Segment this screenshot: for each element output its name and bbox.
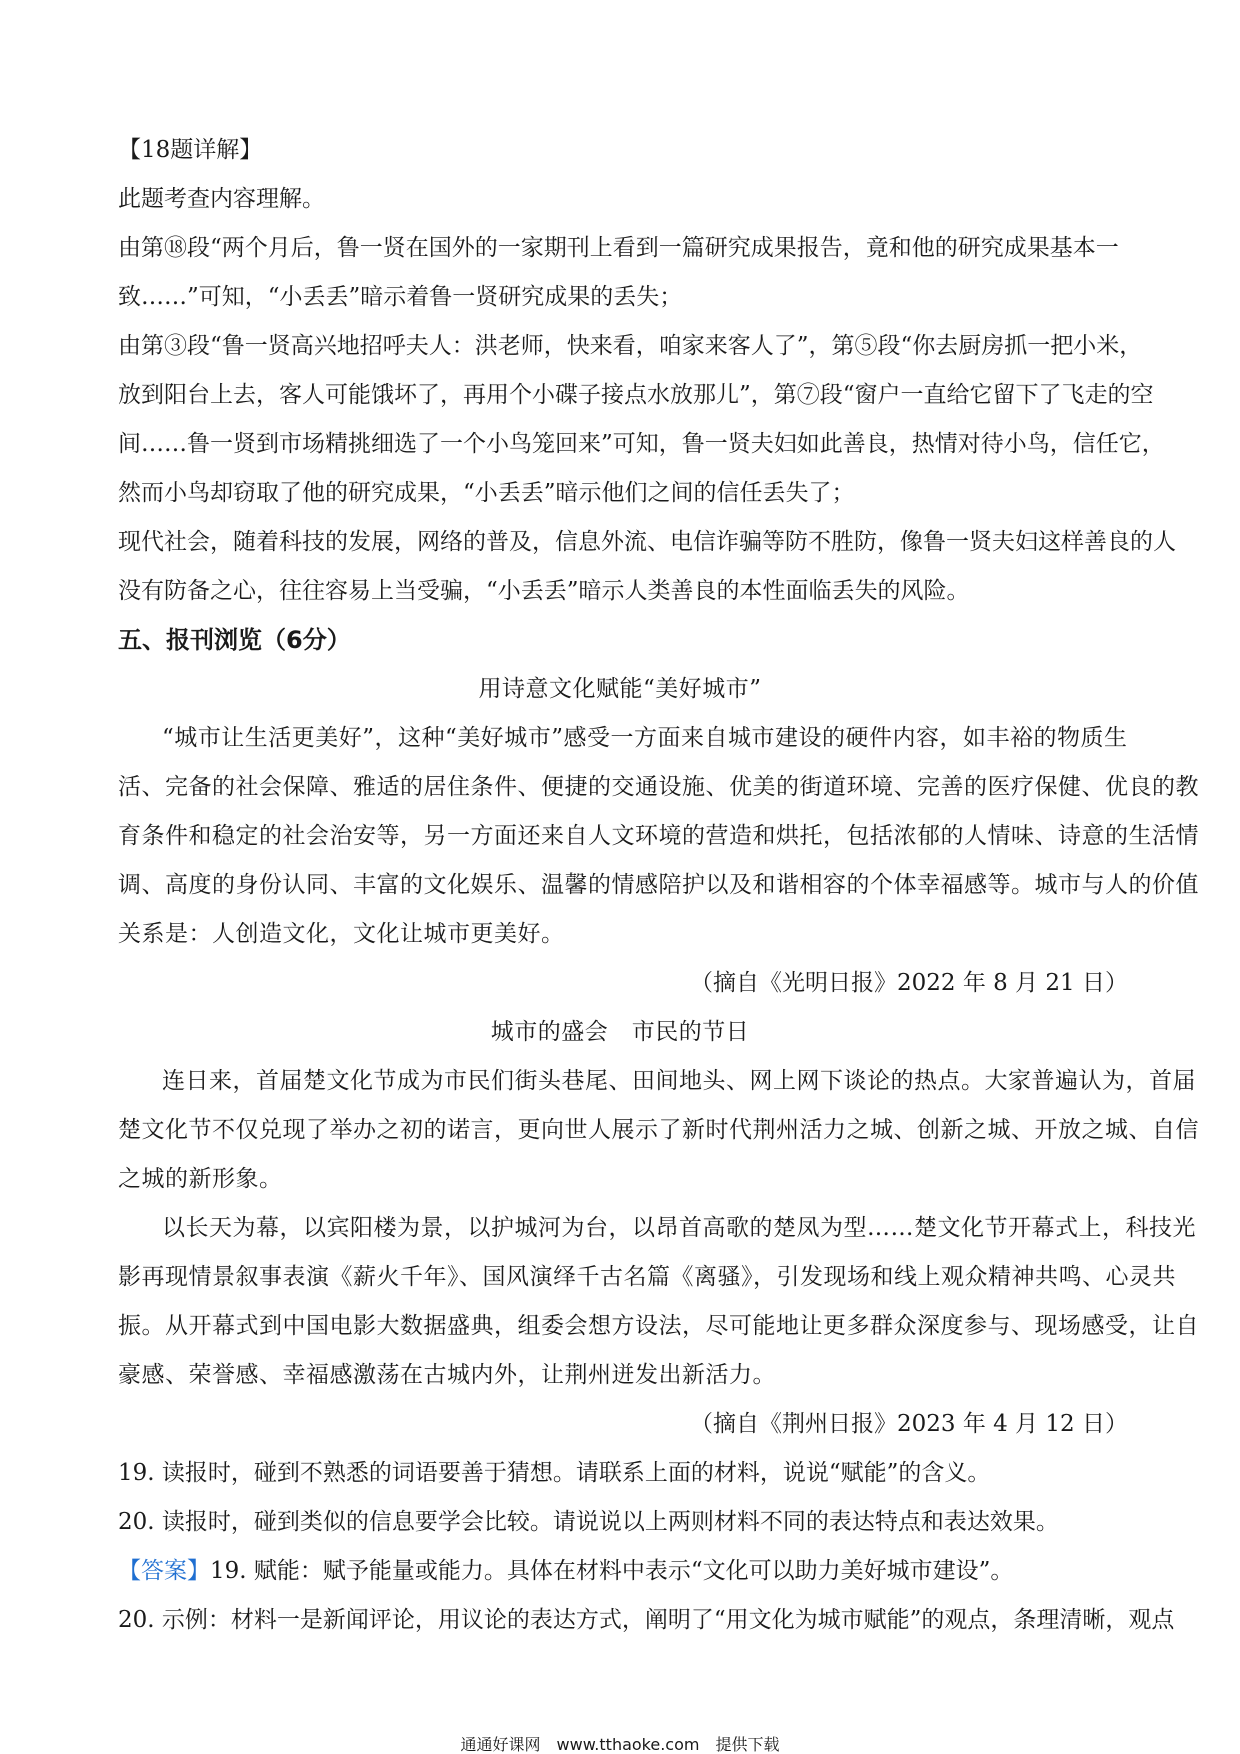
article2-title: 城市的盛会 市民的节日: [490, 1019, 750, 1045]
explanation-line: 放到阳台上去，客人可能饿坏了，再用个小碟子接点水放那儿”，第⑦段“窗户一直给它留下了飞走的空: [118, 382, 1154, 408]
article1-source: （摘自《光明日报》2022 年 8 月 21 日）: [690, 970, 1128, 996]
explanation-line: 致……”可知，“小丢丢”暗示着鲁一贤研究成果的丢失；: [118, 284, 683, 310]
answer-line-20: 20. 示例：材料一是新闻评论，用议论的表达方式，阐明了“用文化为城市赋能”的观点，条理清晰，观点: [118, 1607, 1175, 1633]
explanation-line: 现代社会，随着科技的发展，网络的普及，信息外流、电信诈骗等防不胜防，像鲁一贤夫妇这样善良的人: [118, 529, 1176, 555]
article1-line: 活、完备的社会保障、雅适的居住条件、便捷的交通设施、优美的街道环境、完善的医疗保健、优良的教: [118, 774, 1199, 800]
answer-line-19: [118, 1556, 1013, 1586]
article2-line: 之城的新形象。: [118, 1166, 283, 1192]
explanation-line: 由第⑱段“两个月后，鲁一贤在国外的一家期刊上看到一篇研究成果报告，竟和他的研究成果基本一: [118, 235, 1119, 261]
question-19: 19. 读报时，碰到不熟悉的词语要善于猜想。请联系上面的材料，说说“赋能”的含义。: [118, 1460, 991, 1486]
explanation-line: 没有防备之心，往往容易上当受骗，“小丢丢”暗示人类善良的本性面临丢失的风险。: [118, 578, 970, 604]
article1-line: 育条件和稳定的社会治安等，另一方面还来自人文环境的营造和烘托，包括浓郁的人情味、诗意的生活情: [118, 823, 1199, 849]
article1-line: “城市让生活更美好”，这种“美好城市”感受一方面来自城市建设的硬件内容，如丰裕的物质生: [162, 725, 1128, 751]
section-heading: 五、报刊浏览（6分）: [118, 626, 351, 654]
explanation-line: 间……鲁一贤到市场精挑细选了一个小鸟笼回来”可知，鲁一贤夫妇如此善良，热情对待小鸟，信任它，: [118, 431, 1165, 457]
question-20: 20. 读报时，碰到类似的信息要学会比较。请说说以上两则材料不同的表达特点和表达效果。: [118, 1509, 1059, 1535]
article2-line: 振。从开幕式到中国电影大数据盛典，组委会想方设法，尽可能地让更多群众深度参与、现场感受，让自: [118, 1313, 1199, 1339]
article2-line: 楚文化节不仅兑现了举办之初的诺言，更向世人展示了新时代荆州活力之城、创新之城、开放之城、自信: [118, 1117, 1199, 1143]
article2-line: 豪感、荣誉感、幸福感激荡在古城内外，让荆州迸发出新活力。: [118, 1362, 776, 1388]
explanation-title: 【18题详解】: [118, 137, 263, 163]
page-footer: 通通好课网 www.tthaoke.com 提供下载: [460, 1735, 780, 1754]
explanation-line: 然而小鸟却窃取了他的研究成果，“小丢丢”暗示他们之间的信任丢失了；: [118, 480, 855, 506]
article2-line: 连日来，首届楚文化节成为市民们街头巷尾、田间地头、网上网下谈论的热点。大家普遍认为，首届: [162, 1068, 1196, 1094]
article1-line: 关系是：人创造文化，文化让城市更美好。: [118, 921, 565, 947]
answer-tag: 【答案】: [118, 1558, 210, 1584]
explanation-line: 由第③段“鲁一贤高兴地招呼夫人：洪老师，快来看，咱家来客人了”，第⑤段“你去厨房抓一把小米，: [118, 333, 1143, 359]
article2-line: 影再现情景叙事表演《薪火千年》、国风演绎千古名篇《离骚》，引发现场和线上观众精神共鸣、心灵共: [118, 1264, 1176, 1290]
article2-source: （摘自《荆州日报》2023 年 4 月 12 日）: [690, 1411, 1128, 1437]
explanation-line: 此题考查内容理解。: [118, 186, 325, 212]
article1-line: 调、高度的身份认同、丰富的文化娱乐、温馨的情感陪护以及和谐相容的个体幸福感等。城市与人的价值: [118, 872, 1199, 898]
answer-19-text: 19. 赋能：赋予能量或能力。具体在材料中表示“文化可以助力美好城市建设”。: [210, 1558, 1014, 1584]
article1-title: 用诗意文化赋能“美好城市”: [478, 676, 762, 702]
article2-line: 以长天为幕，以宾阳楼为景，以护城河为台，以昂首高歌的楚凤为型……楚文化节开幕式上，科技光: [162, 1215, 1196, 1241]
